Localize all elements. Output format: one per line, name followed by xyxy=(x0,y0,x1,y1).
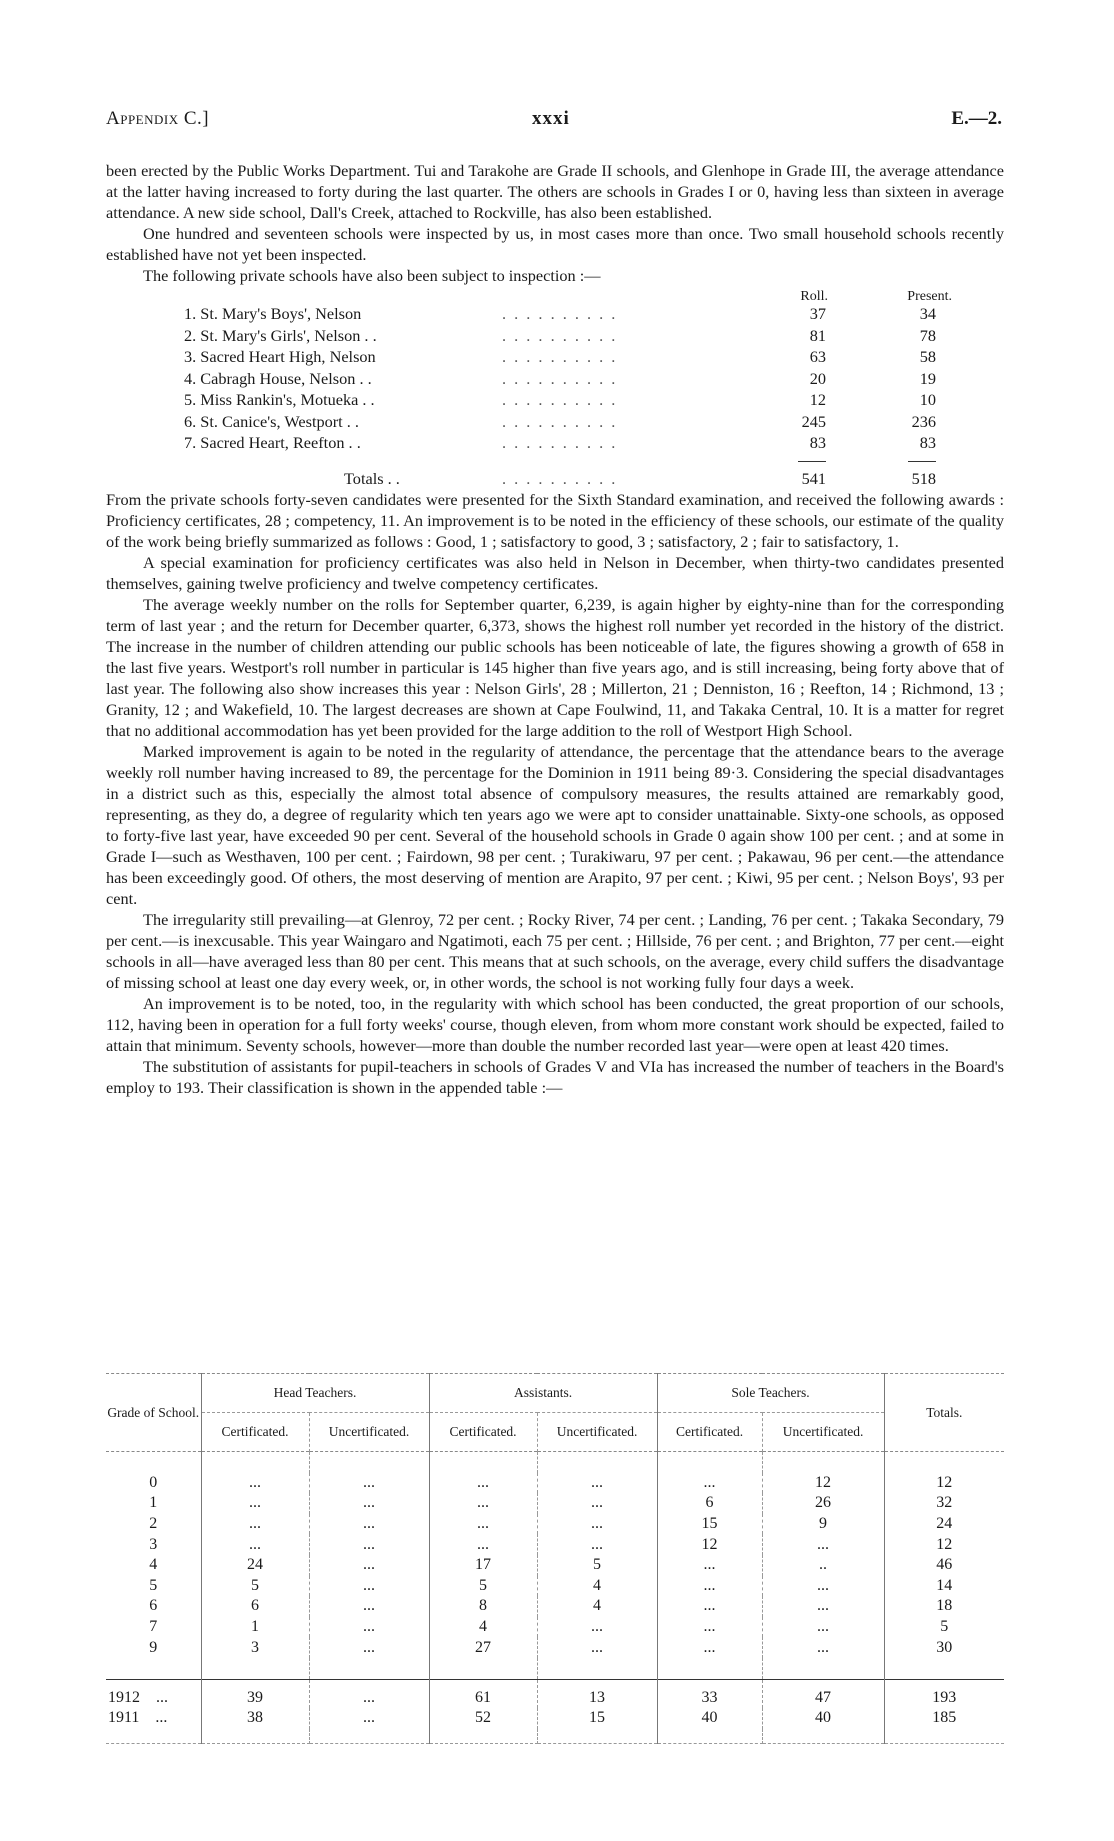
cell: ... xyxy=(309,1493,429,1514)
roll-value: 12 xyxy=(809,390,826,409)
summary-row-1912 xyxy=(106,1679,1004,1708)
school-name: 7. Sacred Heart, Reefton . . xyxy=(184,433,361,452)
school-name: 1. St. Mary's Boys', Nelson xyxy=(184,304,362,323)
col-present-header: Present. xyxy=(907,289,952,304)
cell: ... xyxy=(657,1576,762,1597)
cell: ... xyxy=(309,1596,429,1617)
summary-row-1911 xyxy=(106,1708,1004,1729)
cell: ... xyxy=(762,1637,884,1658)
present-value: 34 xyxy=(919,304,936,323)
cell: 52 xyxy=(429,1708,537,1729)
present-value: 19 xyxy=(919,368,936,388)
table-row xyxy=(106,346,1004,368)
roll-value: 83 xyxy=(809,433,826,452)
present-value: 83 xyxy=(919,433,936,452)
cell: 27 xyxy=(429,1637,537,1658)
private-schools-table xyxy=(106,286,1004,489)
cell: 12 xyxy=(762,1473,884,1494)
cell: ... xyxy=(657,1617,762,1638)
cell: 33 xyxy=(657,1679,762,1708)
sub-certificated: Certificated. xyxy=(201,1413,309,1452)
present-total: 518 xyxy=(911,468,936,488)
grade-cell: 3 xyxy=(106,1534,201,1555)
total-cell: 193 xyxy=(884,1679,1004,1708)
cell: 5 xyxy=(201,1576,309,1597)
year-label: 1911 xyxy=(108,1709,140,1727)
cell: ... xyxy=(309,1514,429,1535)
grade-cell: 1 xyxy=(106,1493,201,1514)
cell: ... xyxy=(309,1679,429,1708)
cell: ... xyxy=(762,1576,884,1597)
total-cell: 14 xyxy=(936,1576,953,1594)
table-row xyxy=(106,432,1004,454)
cell: ... xyxy=(309,1534,429,1555)
table-row xyxy=(106,1555,1004,1576)
cell: ... xyxy=(309,1473,429,1494)
sub-certificated: Certificated. xyxy=(429,1413,537,1452)
col-totals-header: Totals. xyxy=(884,1374,1004,1452)
present-value: 10 xyxy=(919,390,936,409)
cell: ... xyxy=(657,1473,762,1494)
roll-value: 81 xyxy=(809,325,826,345)
school-name: 3. Sacred Heart High, Nelson xyxy=(184,347,376,366)
total-cell: 12 xyxy=(936,1473,953,1491)
leader-dots: . . . . . . . . . . xyxy=(502,368,618,388)
roll-value: 37 xyxy=(809,304,826,323)
teachers-classification-table xyxy=(106,1373,1004,1744)
table-row xyxy=(106,1473,1004,1494)
cell: ... xyxy=(657,1555,762,1576)
cell: 61 xyxy=(429,1679,537,1708)
grade-cell: 9 xyxy=(106,1637,201,1658)
cell: 3 xyxy=(201,1637,309,1658)
header-page-number: xxxi xyxy=(532,108,570,129)
paragraph: The following private schools have also been subject to inspection :— xyxy=(143,266,601,285)
paragraph: The substitution of assistants for pupil-teachers in schools of Grades V and VIa has increased the number of teachers in the Board's employ to 193. Their classification is shown in the appended table :— xyxy=(106,1057,1004,1097)
sub-uncertificated: Uncertificated. xyxy=(537,1413,657,1452)
paragraph: A special examination for proficiency certificates was also held in Nelson in December, when thirty-two candidates presented themselves, gaining twelve proficiency and twelve competency certificates. xyxy=(106,553,1004,593)
table-row xyxy=(106,1514,1004,1535)
cell: 12 xyxy=(657,1534,762,1555)
cell: ... xyxy=(201,1534,309,1555)
sub-certificated: Certificated. xyxy=(657,1413,762,1452)
cell: 4 xyxy=(537,1596,657,1617)
roll-value: 63 xyxy=(809,347,826,366)
total-cell: 5 xyxy=(940,1618,949,1636)
leader-dots: . . . . . . . . . . xyxy=(502,433,618,452)
total-cell: 185 xyxy=(932,1709,957,1727)
present-value: 58 xyxy=(919,347,936,366)
cell: 26 xyxy=(762,1493,884,1514)
cell: ... xyxy=(429,1514,537,1535)
cell: 4 xyxy=(537,1576,657,1597)
roll-total: 541 xyxy=(801,468,826,488)
total-cell: 12 xyxy=(936,1535,953,1553)
totals-row xyxy=(106,468,1004,490)
roll-value: 245 xyxy=(801,411,826,431)
roll-value: 20 xyxy=(809,368,826,388)
page-header xyxy=(106,106,1002,134)
table-row xyxy=(106,1617,1004,1638)
paragraph: The average weekly number on the rolls for September quarter, 6,239, is again higher by eighty-nine than for the corresponding term of last year ; and the return for December quarter, 6,373, shows the highest roll number yet recorded in the history of the district. The increase in the number of children attending our public schools has been noticeable of late, the figures showing a growth of 658 in the last five years. Westport's roll number in particular is 145 higher than five years ago, and is still increasing, being forty above that of last year. The following also show increases this year : Nelson Girls', 28 ; Millerton, 21 ; Denniston, 16 ; Reefton, 14 ; Richmond, 13 ; Granity, 12 ; and Wakefield, 10. The largest decreases are shown at Cape Foulwind, 11, and Takaka Central, 10. It is a matter for regret that no additional accommodation has yet been provided for the large addition to the roll of Westport High School. xyxy=(106,595,1004,740)
cell: ... xyxy=(762,1596,884,1617)
totals-label: Totals . . xyxy=(344,468,400,488)
cell: 5 xyxy=(429,1576,537,1597)
leader-dots: . . . . . . . . . . xyxy=(502,468,618,488)
cell: ... xyxy=(657,1596,762,1617)
grade-cell: 4 xyxy=(106,1555,201,1576)
cell: ... xyxy=(537,1514,657,1535)
cell: 40 xyxy=(762,1708,884,1729)
paragraph: The irregularity still prevailing—at Glenroy, 72 per cent. ; Rocky River, 74 per cent. ; Landing, 76 per cent. ; Takaka Secondary, 79 per cent.—is inexcusable. This year Waingaro and Ngatimoti, each 75 per cent. ; Hillside, 76 per cent. ; and Brighton, 77 per cent.—eight schools in all—have averaged less than 80 per cent. This means that at such schools, on the average, every child suffers the disadvantage of missing school at least one day every week, or, in other words, the school is not working fully four days a week. xyxy=(106,910,1004,992)
cell: ... xyxy=(309,1637,429,1658)
paragraph: One hundred and seventeen schools were inspected by us, in most cases more than once. Two small household schools recently established have not yet been inspected. xyxy=(106,224,1004,264)
cell: ... xyxy=(657,1637,762,1658)
grade-cell: 6 xyxy=(106,1596,201,1617)
leader-dots: . . . . . . . . . . xyxy=(502,325,618,345)
header-reference: E.—2. xyxy=(951,108,1002,129)
school-name: 6. St. Canice's, Westport . . xyxy=(184,411,359,431)
table-row xyxy=(106,411,1004,433)
sub-uncertificated: Uncertificated. xyxy=(309,1413,429,1452)
sub-uncertificated: Uncertificated. xyxy=(762,1413,884,1452)
cell: 38 xyxy=(201,1708,309,1729)
table-row xyxy=(106,325,1004,347)
cell: ... xyxy=(309,1617,429,1638)
year-cell xyxy=(106,1679,201,1708)
cell: ... xyxy=(537,1617,657,1638)
cell: ... xyxy=(537,1493,657,1514)
col-roll-header: Roll. xyxy=(800,289,828,304)
cell: ... xyxy=(201,1473,309,1494)
paragraph: Marked improvement is again to be noted in the regularity of attendance, the percentage that the attendance bears to the average weekly roll number having increased to 89, the percentage for the Dominion in 1911 being 89·3. Considering the special disadvantages in a district such as this, especially the almost total absence of compulsory measures, the results attained are remarkably good, representing, as they do, a degree of regularity which ten years ago we were apt to consider unattainable. Sixty-one schools, as opposed to forty-five last year, have exceeded 90 per cent. Several of the household schools in Grade 0 again show 100 per cent. ; and at some in Grade I—such as Westhaven, 100 per cent. ; Fairdown, 98 per cent. ; Turakiwaru, 97 per cent. ; Pakawau, 96 per cent.—the attendance has been exceedingly good. Of others, the most deserving of mention are Arapito, 97 per cent. ; Kiwi, 95 per cent. ; Nelson Boys', 93 per cent. xyxy=(106,742,1004,908)
grade-cell: 5 xyxy=(106,1576,201,1597)
total-cell: 32 xyxy=(936,1494,953,1512)
cell: 17 xyxy=(429,1555,537,1576)
table-row xyxy=(106,1534,1004,1555)
cell: ... xyxy=(537,1534,657,1555)
grade-cell: 7 xyxy=(106,1617,201,1638)
leader-dots: . . . . . . . . . . xyxy=(502,390,618,409)
cell: 13 xyxy=(537,1679,657,1708)
grade-cell: 0 xyxy=(106,1473,201,1494)
leader-dots: . . . . . . . . . . xyxy=(502,411,618,431)
cell: ... xyxy=(762,1534,884,1555)
cell: ... xyxy=(537,1637,657,1658)
cell: 4 xyxy=(429,1617,537,1638)
cell: ... xyxy=(429,1473,537,1494)
cell: 6 xyxy=(201,1596,309,1617)
cell: ... xyxy=(309,1708,429,1729)
school-name: 4. Cabragh House, Nelson . . xyxy=(184,368,372,388)
leader-dots: ... xyxy=(156,1688,168,1706)
table-row xyxy=(106,1596,1004,1617)
table-row xyxy=(106,389,1004,411)
sum-rule xyxy=(106,454,1004,468)
total-cell: 18 xyxy=(936,1597,953,1615)
group-sole-teachers: Sole Teachers. xyxy=(657,1374,884,1413)
group-assistants: Assistants. xyxy=(429,1374,657,1413)
cell: ... xyxy=(309,1555,429,1576)
year-label: 1912 xyxy=(108,1688,140,1706)
total-cell: 24 xyxy=(936,1515,953,1533)
table-row xyxy=(106,1576,1004,1597)
cell: 15 xyxy=(657,1514,762,1535)
table-row xyxy=(106,303,1004,325)
cell: 39 xyxy=(201,1679,309,1708)
cell: ... xyxy=(537,1473,657,1494)
cell: 47 xyxy=(762,1679,884,1708)
cell: 40 xyxy=(657,1708,762,1729)
cell: 1 xyxy=(201,1617,309,1638)
cell: ... xyxy=(429,1534,537,1555)
table-row xyxy=(106,1637,1004,1658)
cell: 24 xyxy=(201,1555,309,1576)
cell: .. xyxy=(762,1555,884,1576)
cell: ... xyxy=(201,1514,309,1535)
table-row xyxy=(106,368,1004,390)
present-value: 236 xyxy=(911,411,936,431)
header-appendix: Appendix C.] xyxy=(106,108,210,129)
cell: 15 xyxy=(537,1708,657,1729)
leader-dots: ... xyxy=(155,1709,168,1727)
cell: ... xyxy=(309,1576,429,1597)
cell: 9 xyxy=(762,1514,884,1535)
cell: ... xyxy=(429,1493,537,1514)
cell: 5 xyxy=(537,1555,657,1576)
present-value: 78 xyxy=(919,325,936,345)
col-grade-header: Grade of School. xyxy=(106,1374,201,1452)
school-name: 5. Miss Rankin's, Motueka . . xyxy=(184,390,375,409)
paragraph: From the private schools forty-seven candidates were presented for the Sixth Standard examination, and received the following awards : Proficiency certificates, 28 ; competency, 11. An improvement is to be noted in the efficiency of these schools, our estimate of the quality of the work being briefly summarized as follows : Good, 1 ; satisfactory to good, 3 ; satisfactory, 2 ; fair to satisfactory, 1. xyxy=(106,490,1004,551)
table-row xyxy=(106,1493,1004,1514)
paragraph: been erected by the Public Works Department. Tui and Tarakohe are Grade II schools, and Glenhope in Grade III, the average attendance at the latter having increased to forty during the last quarter. The others are schools in Grades I or 0, having less than sixteen in average attendance. A new side school, Dall's Creek, attached to Rockville, has also been established. xyxy=(106,161,1004,222)
grade-cell: 2 xyxy=(106,1514,201,1535)
cell: ... xyxy=(201,1493,309,1514)
total-cell: 30 xyxy=(936,1638,953,1656)
paragraph: An improvement is to be noted, too, in the regularity with which school has been conducted, the great proportion of our schools, 112, having been in operation for a full forty weeks' course, though eleven, from whom more constant work should be expected, failed to attain that minimum. Seventy schools, however—more than double the number recorded last year—were open at least 420 times. xyxy=(106,994,1004,1055)
cell: 8 xyxy=(429,1596,537,1617)
cell: ... xyxy=(762,1617,884,1638)
year-cell xyxy=(106,1708,201,1729)
body-text xyxy=(106,160,1004,1098)
total-cell: 46 xyxy=(936,1556,953,1574)
cell: 6 xyxy=(657,1493,762,1514)
leader-dots: . . . . . . . . . . xyxy=(502,347,618,366)
leader-dots: . . . . . . . . . . xyxy=(502,304,618,323)
group-head-teachers: Head Teachers. xyxy=(201,1374,429,1413)
school-name: 2. St. Mary's Girls', Nelson . . xyxy=(184,325,377,345)
